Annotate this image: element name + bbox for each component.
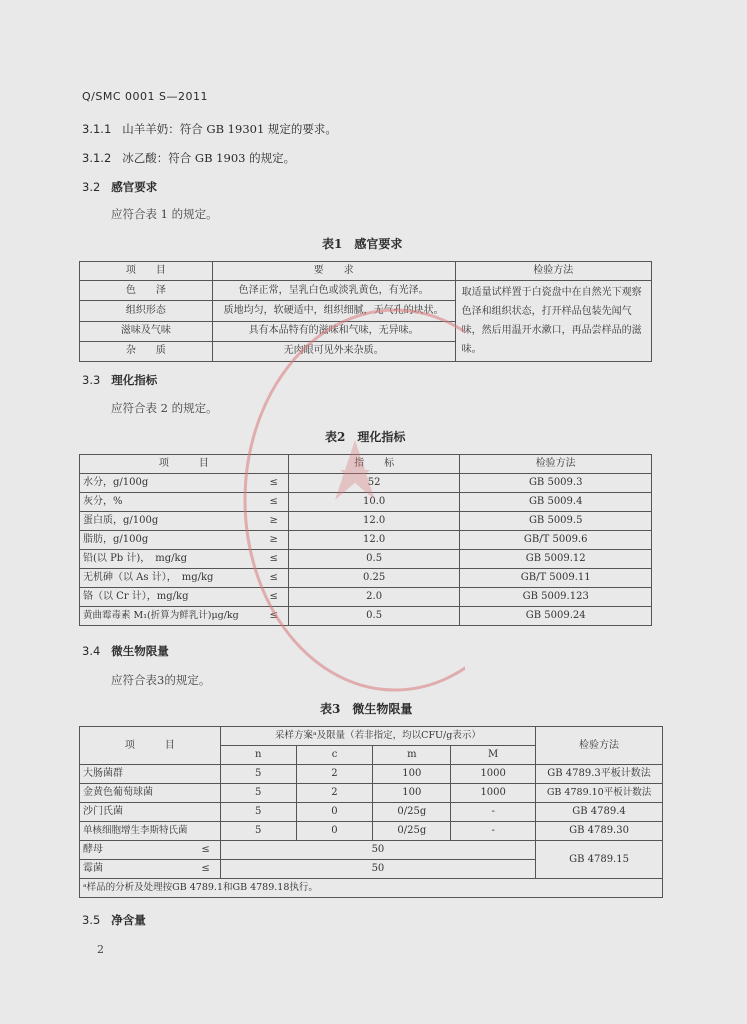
clause-title: 感官要求 bbox=[111, 180, 158, 194]
table3-header-plan: 采样方案ᵃ及限量（若非指定，均以CFU/g表示） bbox=[220, 727, 535, 746]
table2-item: 水分，g/100g bbox=[80, 474, 260, 493]
paragraph: 应符合表3的规定。 bbox=[111, 673, 211, 687]
table-row bbox=[80, 841, 663, 860]
table-row bbox=[80, 531, 652, 550]
paragraph: 应符合表 2 的规定。 bbox=[111, 401, 218, 415]
table2-sym: ≥ bbox=[259, 512, 288, 531]
clause-title: 微生物限量 bbox=[111, 644, 169, 658]
table-row bbox=[80, 493, 652, 512]
table-row bbox=[80, 588, 652, 607]
table3-item: 大肠菌群 bbox=[80, 765, 221, 784]
table1-item: 滋味及气味 bbox=[80, 321, 213, 341]
table3-method: GB 4789.30 bbox=[536, 822, 663, 841]
table1-req: 色泽正常，呈乳白色或淡乳黄色，有光泽。 bbox=[212, 281, 455, 301]
table-row bbox=[80, 765, 663, 784]
table-physicochemical bbox=[79, 454, 652, 626]
table2-val: 0.25 bbox=[288, 569, 460, 588]
table3-c: 0 bbox=[296, 803, 373, 822]
table3-m: 100 bbox=[373, 765, 451, 784]
table2-sym: ≤ bbox=[259, 550, 288, 569]
table2-method: GB 5009.5 bbox=[460, 512, 652, 531]
table3-M: 1000 bbox=[451, 784, 536, 803]
table1-header-method: 检验方法 bbox=[455, 262, 651, 281]
paragraph: 应符合表 1 的规定。 bbox=[111, 207, 218, 221]
table1-item: 组织形态 bbox=[80, 301, 213, 321]
page-number: 2 bbox=[97, 943, 104, 956]
table2-sym: ≤ bbox=[259, 474, 288, 493]
table2-val: 12.0 bbox=[288, 531, 460, 550]
clause-number: 3.4 bbox=[82, 644, 101, 658]
table2-sym: ≤ bbox=[259, 607, 288, 626]
table2-val: 12.0 bbox=[288, 512, 460, 531]
table2-item: 灰分，% bbox=[80, 493, 260, 512]
table2-sym: ≥ bbox=[259, 531, 288, 550]
clause-3-4 bbox=[82, 643, 169, 659]
table3-m: 0/25g bbox=[373, 803, 451, 822]
table2-val: 52 bbox=[288, 474, 460, 493]
table3-item-yeast: 酵母 bbox=[80, 841, 192, 860]
table2-item: 铅(以 Pb 计)， mg/kg bbox=[80, 550, 260, 569]
table3-item-mould: 霉菌 bbox=[80, 860, 192, 879]
table3-sub-m: m bbox=[373, 746, 451, 765]
table3-M: - bbox=[451, 822, 536, 841]
clause-number: 3.1.2 bbox=[82, 151, 112, 165]
clause-number: 3.1.1 bbox=[82, 122, 112, 136]
table3-method: GB 4789.10平板计数法 bbox=[536, 784, 663, 803]
table2-item: 蛋白质，g/100g bbox=[80, 512, 260, 531]
table2-method: GB 5009.24 bbox=[460, 607, 652, 626]
table2-val: 0.5 bbox=[288, 550, 460, 569]
table3-item: 沙门氏菌 bbox=[80, 803, 221, 822]
table3-limit: 50 bbox=[220, 860, 535, 879]
table2-val: 2.0 bbox=[288, 588, 460, 607]
table1-header-item: 项 目 bbox=[80, 262, 213, 281]
table3-M: 1000 bbox=[451, 765, 536, 784]
table1-req: 无肉眼可见外来杂质。 bbox=[212, 341, 455, 361]
table3-item: 金黄色葡萄球菌 bbox=[80, 784, 221, 803]
table2-val: 0.5 bbox=[288, 607, 460, 626]
table2-caption: 表2 理化指标 bbox=[325, 430, 406, 444]
table3-limit: 50 bbox=[220, 841, 535, 860]
clause-number: 3.3 bbox=[82, 373, 101, 387]
table1-req: 具有本品特有的滋味和气味，无异味。 bbox=[212, 321, 455, 341]
clause-3-2 bbox=[82, 179, 157, 195]
table2-header-index: 指 标 bbox=[288, 455, 460, 474]
clause-text: 冰乙酸：符合 GB 1903 的规定。 bbox=[122, 151, 296, 165]
table1-item: 杂 质 bbox=[80, 341, 213, 361]
table3-M: - bbox=[451, 803, 536, 822]
table3-n: 5 bbox=[220, 803, 296, 822]
table2-sym: ≤ bbox=[259, 569, 288, 588]
clause-3-1-2 bbox=[82, 150, 295, 166]
table2-sym: ≤ bbox=[259, 588, 288, 607]
clause-title: 净含量 bbox=[111, 913, 146, 927]
table3-item: 单核细胞增生李斯特氏菌 bbox=[80, 822, 221, 841]
table2-val: 10.0 bbox=[288, 493, 460, 512]
table-row bbox=[80, 822, 663, 841]
clause-3-3 bbox=[82, 372, 157, 388]
table3-sub-c: c bbox=[296, 746, 373, 765]
table2-header-item: 项 目 bbox=[80, 455, 289, 474]
clause-title: 理化指标 bbox=[111, 373, 158, 387]
clause-text: 山羊羊奶：符合 GB 19301 规定的要求。 bbox=[122, 122, 337, 136]
table3-c: 2 bbox=[296, 784, 373, 803]
table-sensory bbox=[79, 261, 652, 362]
table3-sym: ≤ bbox=[191, 860, 220, 879]
table1-method: 取适量试样置于白瓷盘中在自然光下观察色泽和组织状态，打开样品包装先闻气味，然后用温开水漱口，再品尝样品的滋味。 bbox=[455, 281, 651, 362]
table3-n: 5 bbox=[220, 784, 296, 803]
table-row bbox=[80, 569, 652, 588]
table3-footnote: ᵃ样品的分析及处理按GB 4789.1和GB 4789.18执行。 bbox=[80, 879, 663, 898]
table2-method: GB 5009.123 bbox=[460, 588, 652, 607]
table1-caption: 表1 感官要求 bbox=[322, 237, 403, 251]
table3-n: 5 bbox=[220, 822, 296, 841]
table3-m: 100 bbox=[373, 784, 451, 803]
table-row bbox=[80, 784, 663, 803]
table2-item: 黄曲霉毒素 M₁(折算为鲜乳计)μg/kg bbox=[80, 607, 260, 626]
clause-3-5 bbox=[82, 912, 146, 928]
table1-header-req: 要 求 bbox=[212, 262, 455, 281]
table2-header-method: 检验方法 bbox=[460, 455, 652, 474]
table3-m: 0/25g bbox=[373, 822, 451, 841]
table3-method: GB 4789.3平板计数法 bbox=[536, 765, 663, 784]
table-row bbox=[80, 474, 652, 493]
clause-3-1-1 bbox=[82, 121, 337, 137]
table1-item: 色 泽 bbox=[80, 281, 213, 301]
table-row bbox=[80, 512, 652, 531]
table3-n: 5 bbox=[220, 765, 296, 784]
table3-c: 0 bbox=[296, 822, 373, 841]
table2-method: GB/T 5009.6 bbox=[460, 531, 652, 550]
table2-item: 无机砷（以 As 计）， mg/kg bbox=[80, 569, 260, 588]
table-row bbox=[80, 550, 652, 569]
table2-sym: ≤ bbox=[259, 493, 288, 512]
table2-method: GB 5009.4 bbox=[460, 493, 652, 512]
table2-method: GB 5009.3 bbox=[460, 474, 652, 493]
standard-code: Q/SMC 0001 S—2011 bbox=[82, 90, 208, 103]
table3-method: GB 4789.15 bbox=[536, 841, 663, 879]
table3-c: 2 bbox=[296, 765, 373, 784]
clause-number: 3.5 bbox=[82, 913, 101, 927]
table3-method: GB 4789.4 bbox=[536, 803, 663, 822]
table3-sym: ≤ bbox=[191, 841, 220, 860]
table1-req: 质地均匀，软硬适中，组织细腻，无气孔的块状。 bbox=[212, 301, 455, 321]
table3-header-method: 检验方法 bbox=[536, 727, 663, 765]
table2-method: GB 5009.12 bbox=[460, 550, 652, 569]
table-row bbox=[80, 607, 652, 626]
table3-sub-n: n bbox=[220, 746, 296, 765]
table-row bbox=[80, 803, 663, 822]
table-microbial bbox=[79, 726, 663, 898]
table3-caption: 表3 微生物限量 bbox=[320, 702, 413, 716]
clause-number: 3.2 bbox=[82, 180, 101, 194]
table3-sub-M: M bbox=[451, 746, 536, 765]
table2-item: 脂肪，g/100g bbox=[80, 531, 260, 550]
table2-method: GB/T 5009.11 bbox=[460, 569, 652, 588]
table3-header-item: 项 目 bbox=[80, 727, 221, 765]
table2-item: 铬（以 Cr 计），mg/kg bbox=[80, 588, 260, 607]
